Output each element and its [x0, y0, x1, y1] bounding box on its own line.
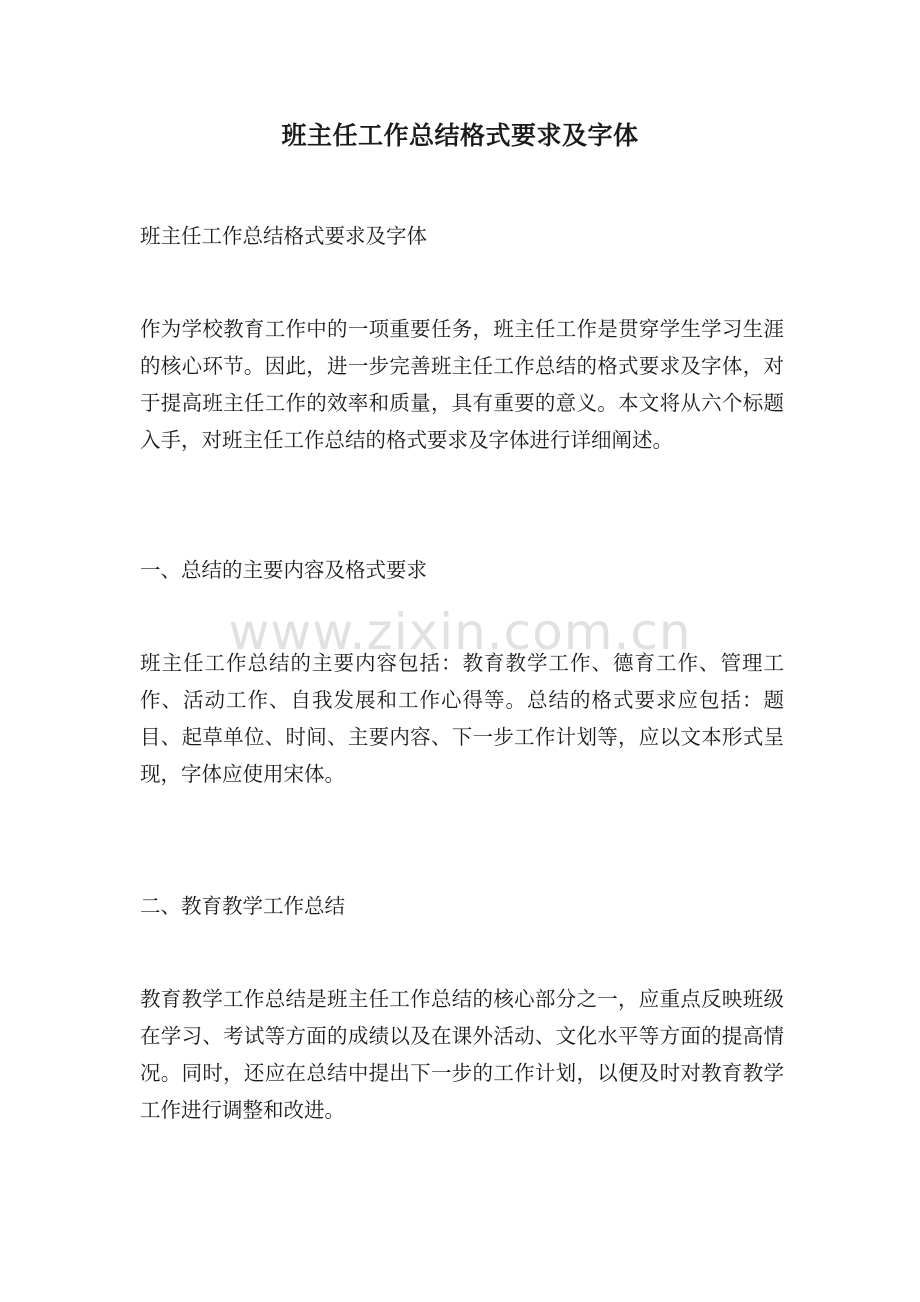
intro-paragraph: 作为学校教育工作中的一项重要任务，班主任工作是贯穿学生学习生涯的核心环节。因此，进一步完善班主任工作总结的格式要求及字体，对于提高班主任工作的效率和质量，具有重要的意义。本文将从六个标题入手，对班主任工作总结的格式要求及字体进行详细阐述。: [140, 317, 784, 452]
section-1-heading: 一、总结的主要内容及格式要求: [140, 558, 427, 582]
section-1-body: 班主任工作总结的主要内容包括：教育教学工作、德育工作、管理工作、活动工作、自我发展和工作心得等。总结的格式要求应包括：题目、起草单位、时间、主要内容、下一步工作计划等，应以文本形式呈现，字体应使用宋体。: [140, 651, 784, 786]
document-title: 班主任工作总结格式要求及字体: [281, 121, 639, 150]
section-2-heading: 二、教育教学工作总结: [140, 894, 345, 918]
document-subtitle: 班主任工作总结格式要求及字体: [140, 224, 427, 248]
section-2-body: 教育教学工作总结是班主任工作总结的核心部分之一，应重点反映班级在学习、考试等方面的成绩以及在课外活动、文化水平等方面的提高情况。同时，还应在总结中提出下一步的工作计划，以便及时对教育教学工作进行调整和改进。: [140, 987, 784, 1122]
watermark: www.zixin.com.cn: [228, 603, 692, 661]
